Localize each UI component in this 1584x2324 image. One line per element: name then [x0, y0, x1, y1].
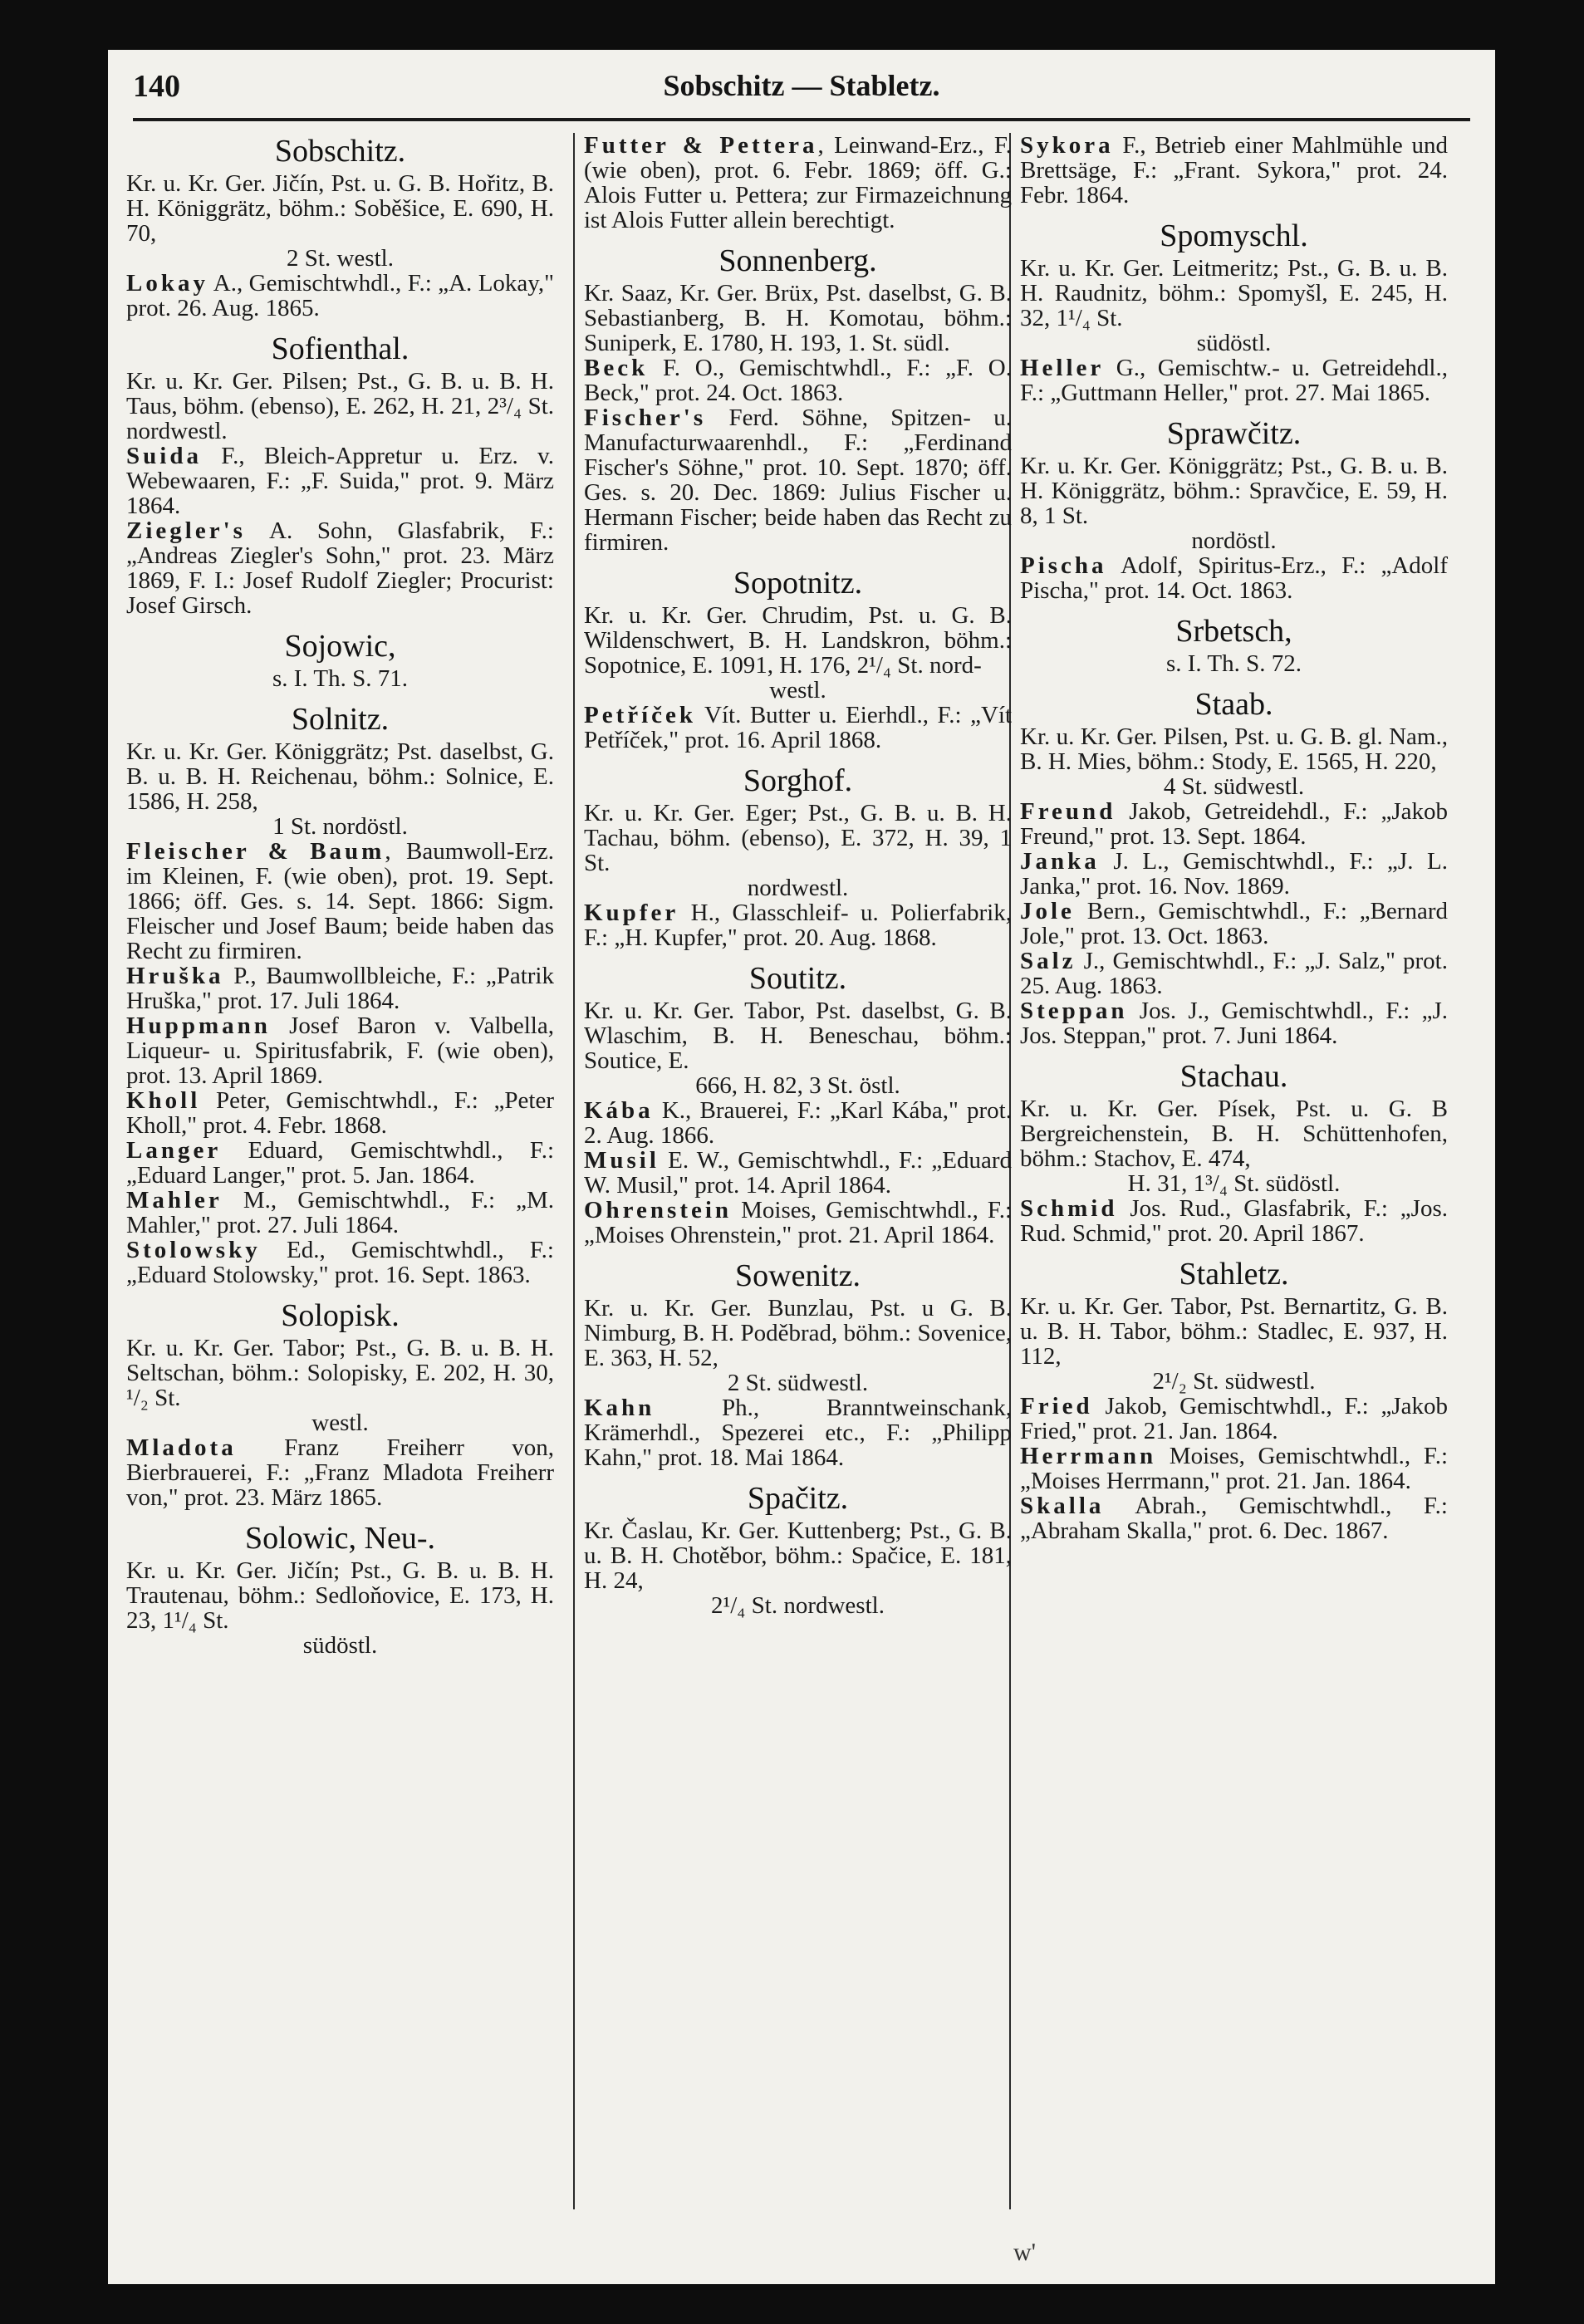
entry-name: Jole: [1020, 898, 1075, 924]
entry-name: Schmid: [1020, 1195, 1118, 1222]
business-entry: [126, 963, 554, 1013]
description-text: Kr. u. Kr. Ger. Leitmeritz; Pst., G. B. u. B. H. Raudnitz, böhm.: Spomyšl, E. 245, H. 32, 1¹/₄ St.: [1020, 255, 1448, 331]
entry-text: J., Gemischtwhdl., F.: „J. Salz," prot. 25. Aug. 1863.: [1020, 948, 1448, 999]
place-heading: Sojowic,: [284, 629, 396, 664]
entry-text: Franz Freiherr von, Bierbrauerei, F.: „Franz Mladota Freiherr von," prot. 23. März 1865.: [126, 1434, 554, 1511]
business-entry: [1020, 1444, 1448, 1493]
description-text: Kr. u. Kr. Ger. Eger; Pst., G. B. u. B. H. Tachau, böhm. (ebenso), E. 372, H. 39, 1 St.: [584, 800, 1012, 876]
business-entry: [126, 271, 554, 321]
description-text: Kr. u. Kr. Ger. Chrudim, Pst. u. G. B. Wildenschwert, B. H. Landskron, böhm.: Sopotnice, E. 1091, H. 176, 2¹/₄ St. nord-: [584, 602, 1012, 679]
description-continuation: 2 St. westl.: [287, 245, 394, 272]
business-entry: [584, 405, 1012, 555]
business-entry: [126, 1138, 554, 1188]
business-entry: [584, 703, 1012, 753]
place-description: [584, 998, 1012, 1098]
entry-name: Musil: [584, 1147, 660, 1174]
description-continuation: nordwestl.: [747, 875, 849, 901]
entry-name: Kába: [584, 1097, 654, 1124]
description-continuation: 4 St. südwestl.: [1163, 773, 1305, 800]
entry-name: Suida: [126, 443, 202, 469]
header-rule: [133, 118, 1470, 121]
entry-name: Petříček: [584, 702, 697, 728]
business-entry: [584, 1395, 1012, 1470]
description-text: Kr. Časlau, Kr. Ger. Kuttenberg; Pst., G. B. u. B. H. Chotěbor, böhm.: Spačice, E. 181, H. 24,: [584, 1517, 1012, 1594]
entry-text: Abrah., Gemischtwhdl., F.: „Abraham Skalla," prot. 6. Dec. 1867.: [1020, 1493, 1448, 1544]
entry-name: Fried: [1020, 1393, 1093, 1419]
entry-name: Stolowsky: [126, 1237, 261, 1263]
entry-text: K., Brauerei, F.: „Karl Kába," prot. 2. Aug. 1866.: [584, 1097, 1012, 1149]
entry-text: Ferd. Söhne, Spitzen- u. Manufacturwaarenhdl., F.: „Ferdinand Fischer's Söhne," prot. 10. Sept. 1870; öff. Ges. s. 20. Dec. 1869: Julius Fischer u. Hermann Fischer; beide haben das Recht zu firmiren.: [584, 404, 1012, 556]
entry-name: Huppmann: [126, 1012, 271, 1039]
place-heading: Sopotnitz.: [733, 566, 863, 601]
entry-text: Ed., Gemischtwhdl., F.: „Eduard Stolowsky," prot. 16. Sept. 1863.: [126, 1237, 554, 1288]
place-description: [1020, 454, 1448, 553]
business-entry: [1020, 1196, 1448, 1246]
business-entry: [1020, 899, 1448, 949]
business-entry: [126, 1435, 554, 1510]
description-continuation: 2¹/₄ St. nordwestl.: [711, 1592, 885, 1619]
entry-text: E. W., Gemischtwhdl., F.: „Eduard W. Musil," prot. 14. April 1864.: [584, 1147, 1012, 1199]
entry-name: Ziegler's: [126, 517, 246, 544]
running-head: Sobschitz — Stabletz.: [663, 69, 940, 102]
entry-name: Janka: [1020, 848, 1100, 875]
entry-name: Kahn: [584, 1395, 655, 1421]
entry-name: Mahler: [126, 1187, 223, 1213]
place-description: [584, 603, 1012, 703]
place-description: [126, 1558, 554, 1658]
business-entry: [1020, 355, 1448, 405]
description-text: Kr. u. Kr. Ger. Jičín; Pst., G. B. u. B. H. Trautenau, böhm.: Sedloňovice, E. 173, H. 23, 1¹/₄ St.: [126, 1557, 554, 1634]
business-entry: [126, 1088, 554, 1138]
business-entry: [1020, 949, 1448, 998]
place-description: [126, 369, 554, 444]
place-heading: Spačitz.: [747, 1481, 849, 1516]
entry-name: Fischer's: [584, 404, 707, 431]
description-text: Kr. u. Kr. Ger. Jičín, Pst. u. G. B. Hořitz, B. H. Königgrätz, böhm.: Soběšice, E. 690, H. 70,: [126, 170, 554, 247]
entry-name: Beck: [584, 355, 649, 381]
business-entry: [126, 1188, 554, 1238]
entry-text: M., Gemischtwhdl., F.: „M. Mahler," prot. 27. Juli 1864.: [126, 1187, 554, 1238]
place-description: [584, 801, 1012, 900]
entry-name: Herrmann: [1020, 1443, 1157, 1469]
description-continuation: H. 31, 1³/₄ St. südöstl.: [1127, 1170, 1341, 1197]
entry-text: P., Baumwollbleiche, F.: „Patrik Hruška," prot. 17. Juli 1864.: [126, 963, 554, 1014]
place-heading: Sobschitz.: [274, 134, 406, 169]
place-description: [126, 739, 554, 839]
business-entry: [584, 900, 1012, 950]
entry-text: Adolf, Spiritus-Erz., F.: „Adolf Pischa," prot. 14. Oct. 1863.: [1020, 552, 1448, 604]
entry-text: A., Gemischtwhdl., F.: „A. Lokay," prot. 26. Aug. 1865.: [126, 270, 554, 321]
place-heading: Staab.: [1194, 687, 1273, 722]
business-entry: [126, 518, 554, 618]
entry-text: Jakob, Gemischtwhdl., F.: „Jakob Fried," prot. 21. Jan. 1864.: [1020, 1393, 1448, 1444]
description-text: Kr. u. Kr. Ger. Tabor, Pst. daselbst, G. B. Wlaschim, B. H. Beneschau, böhm.: Soutice, E.: [584, 998, 1012, 1074]
business-entry: [1020, 799, 1448, 849]
entry-name: Skalla: [1020, 1493, 1105, 1519]
page-number: 140: [133, 69, 180, 104]
business-entry: [126, 1238, 554, 1287]
description-text: Kr. u. Kr. Ger. Königgrätz; Pst., G. B. u. B. H. Königgrätz, böhm.: Spravčice, E. 59, H. 8, 1 St.: [1020, 453, 1448, 529]
business-entry: [584, 355, 1012, 405]
business-entry: [584, 1148, 1012, 1198]
description-text: Kr. u. Kr. Ger. Bunzlau, Pst. u G. B. Nimburg, B. H. Poděbrad, böhm.: Sovenice, E. 363, H. 52,: [584, 1295, 1012, 1371]
business-entry: [1020, 1394, 1448, 1444]
description-text: Kr. u. Kr. Ger. Königgrätz; Pst. daselbst, G. B. u. B. H. Reichenau, böhm.: Solnice, E. 1586, H. 258,: [126, 738, 554, 815]
place-heading: Sonnenberg.: [718, 243, 877, 278]
entry-text: F., Bleich-Appretur u. Erz. v. Webewaaren, F.: „F. Suida," prot. 9. März 1864.: [126, 443, 554, 519]
business-entry: [1020, 998, 1448, 1048]
place-description: [1020, 1096, 1448, 1196]
entry-name: Salz: [1020, 948, 1076, 974]
business-entry: [1020, 849, 1448, 899]
description-text: Kr. u. Kr. Ger. Písek, Pst. u. G. B Bergreichenstein, B. H. Schüttenhofen, böhm.: Stachov, E. 474,: [1020, 1096, 1448, 1172]
business-entry: [584, 1198, 1012, 1248]
business-entry: [1020, 553, 1448, 603]
place-description: [1020, 724, 1448, 799]
description-continuation: 666, H. 82, 3 St. östl.: [695, 1072, 900, 1099]
entry-name: Mladota: [126, 1434, 237, 1461]
column-left: [126, 133, 554, 1658]
entry-text: , Baumwoll-Erz. im Kleinen, F. (wie oben), prot. 19. Sept. 1866; öff. Ges. s. 14. Sept. 1866: Sigm. Fleischer und Josef Baum; beide haben das Recht zu firmiren.: [126, 838, 554, 964]
entry-text: Vít. Butter u. Eierhdl., F.: „Vít Petříček," prot. 16. April 1868.: [584, 702, 1012, 753]
entry-text: A. Sohn, Glasfabrik, F.: „Andreas Ziegler's Sohn," prot. 23. März 1869, F. I.: Josef Rudolf Ziegler; Procurist: Josef Girsch.: [126, 517, 554, 619]
place-heading: Sorghof.: [743, 763, 853, 798]
entry-name: Ohrenstein: [584, 1197, 733, 1223]
place-description: [584, 1296, 1012, 1395]
entry-name: Fleischer & Baum: [126, 838, 385, 865]
document-page: [108, 50, 1495, 2284]
entry-text: F. O., Gemischtwhdl., F.: „F. O. Beck," prot. 24. Oct. 1863.: [584, 355, 1012, 406]
description-text: Kr. u. Kr. Ger. Pilsen, Pst. u. G. B. gl. Nam., B. H. Mies, böhm.: Stody, E. 1565, H. 220,: [1020, 723, 1448, 775]
entry-name: Sykora: [1020, 132, 1114, 159]
entry-text: Jos. Rud., Glasfabrik, F.: „Jos. Rud. Schmid," prot. 20. April 1867.: [1020, 1195, 1448, 1247]
place-heading: Stachau.: [1179, 1059, 1288, 1094]
description-continuation: 2 St. südwestl.: [727, 1370, 869, 1396]
business-entry: [126, 839, 554, 963]
description-continuation: nordöstl.: [1191, 527, 1277, 554]
entry-text: Jakob, Getreidehdl., F.: „Jakob Freund," prot. 13. Sept. 1864.: [1020, 798, 1448, 850]
description-continuation: südöstl.: [1196, 330, 1272, 356]
place-heading: Spomyschl.: [1160, 218, 1308, 253]
place-heading: Solowic, Neu-.: [244, 1521, 436, 1556]
entry-text: H., Glasschleif- u. Polierfabrik, F.: „H. Kupfer," prot. 20. Aug. 1868.: [584, 900, 1012, 951]
business-entry: [126, 1013, 554, 1088]
place-description: [1020, 651, 1448, 676]
place-description: [584, 1518, 1012, 1618]
entry-text: Eduard, Gemischtwhdl., F.: „Eduard Langer," prot. 5. Jan. 1864.: [126, 1137, 554, 1189]
place-description: [126, 1336, 554, 1435]
place-description: [126, 171, 554, 271]
entry-text: Josef Baron v. Valbella, Liqueur- u. Spiritusfabrik, F. (wie oben), prot. 13. April 1869.: [126, 1012, 554, 1089]
place-heading: Sowenitz.: [735, 1258, 861, 1293]
place-heading: Stahletz.: [1179, 1257, 1289, 1292]
place-heading: Solopisk.: [281, 1298, 400, 1333]
description-continuation: 1 St. nordöstl.: [272, 813, 408, 840]
entry-name: Hruška: [126, 963, 224, 989]
entry-text: J. L., Gemischtwhdl., F.: „J. L. Janka," prot. 16. Nov. 1869.: [1020, 848, 1448, 900]
description-text: Kr. u. Kr. Ger. Tabor; Pst., G. B. u. B. H. Seltschan, böhm.: Solopisky, E. 202, H. 30, ¹/₂ St.: [126, 1335, 554, 1411]
entry-name: Kupfer: [584, 900, 679, 926]
entry-text: Peter, Gemischtwhdl., F.: „Peter Kholl," prot. 4. Febr. 1868.: [126, 1087, 554, 1139]
description-continuation: westl.: [311, 1410, 369, 1436]
entry-name: Futter & Pettera: [584, 132, 818, 159]
description-continuation: s. I. Th. S. 71.: [272, 665, 408, 692]
entry-text: Moises, Gemischtwhdl., F.: „Moises Herrmann," prot. 21. Jan. 1864.: [1020, 1443, 1448, 1494]
place-heading: Sofienthal.: [271, 331, 409, 366]
column-right: [1020, 133, 1448, 1543]
column-divider: [573, 133, 575, 2209]
entry-text: G., Gemischtw.- u. Getreidehdl., F.: „Guttmann Heller," prot. 27. Mai 1865.: [1020, 355, 1448, 406]
entry-name: Heller: [1020, 355, 1105, 381]
description-text: Kr. u. Kr. Ger. Tabor, Pst. Bernartitz, G. B. u. B. H. Tabor, böhm.: Stadlec, E. 937, H. 112,: [1020, 1293, 1448, 1370]
column-middle: [584, 133, 1012, 1618]
business-entry: [584, 133, 1012, 233]
place-description: [126, 666, 554, 691]
place-description: [584, 281, 1012, 355]
entry-name: Pischa: [1020, 552, 1107, 579]
business-entry: [584, 1098, 1012, 1148]
place-heading: Soutitz.: [748, 961, 847, 996]
place-description: [1020, 1294, 1448, 1394]
business-entry: [1020, 133, 1448, 208]
entry-name: Langer: [126, 1137, 222, 1164]
entry-name: Freund: [1020, 798, 1116, 825]
page-header: [133, 68, 1470, 110]
business-entry: [126, 444, 554, 518]
entry-name: Kholl: [126, 1087, 201, 1114]
entry-text: Jos. J., Gemischtwhdl., F.: „J. Jos. Steppan," prot. 7. Juni 1864.: [1020, 998, 1448, 1049]
place-heading: Sprawčitz.: [1166, 416, 1302, 451]
entry-text: Bern., Gemischtwhdl., F.: „Bernard Jole," prot. 13. Oct. 1863.: [1020, 898, 1448, 949]
description-continuation: s. I. Th. S. 72.: [1165, 650, 1302, 677]
description-continuation: 2¹/₂ St. südwestl.: [1152, 1368, 1316, 1395]
entry-name: Steppan: [1020, 998, 1128, 1024]
business-entry: [1020, 1493, 1448, 1543]
place-heading: Solnitz.: [291, 702, 390, 737]
description-continuation: südöstl.: [302, 1632, 378, 1659]
description-continuation: westl.: [769, 677, 826, 704]
entry-text: Ph., Branntweinschank, Krämerhdl., Spezerei etc., F.: „Philipp Kahn," prot. 18. Mai 1864.: [584, 1395, 1012, 1471]
footer-mark: w': [1013, 2238, 1037, 2266]
place-description: [1020, 256, 1448, 355]
place-heading: Srbetsch,: [1175, 614, 1292, 649]
entry-text: Moises, Gemischtwhdl., F.: „Moises Ohrenstein," prot. 21. April 1864.: [584, 1197, 1012, 1248]
description-text: Kr. Saaz, Kr. Ger. Brüx, Pst. daselbst, G. B. Sebastianberg, B. H. Komotau, böhm.: Suniperk, E. 1780, H. 193, 1. St. südl.: [584, 280, 1012, 356]
entry-text: F., Betrieb einer Mahlmühle und Brettsäge, F.: „Frant. Sykora," prot. 24. Febr. 1864.: [1020, 132, 1448, 208]
entry-name: Lokay: [126, 270, 208, 297]
description-text: Kr. u. Kr. Ger. Pilsen; Pst., G. B. u. B. H. Taus, böhm. (ebenso), E. 262, H. 21, 2³/₄ St. nordwestl.: [126, 368, 554, 444]
entry-text: , Leinwand-Erz., F. (wie oben), prot. 6. Febr. 1869; öff. G.: Alois Futter u. Pettera; zur Firmazeichnung ist Alois Futter allein berechtigt.: [584, 132, 1012, 233]
